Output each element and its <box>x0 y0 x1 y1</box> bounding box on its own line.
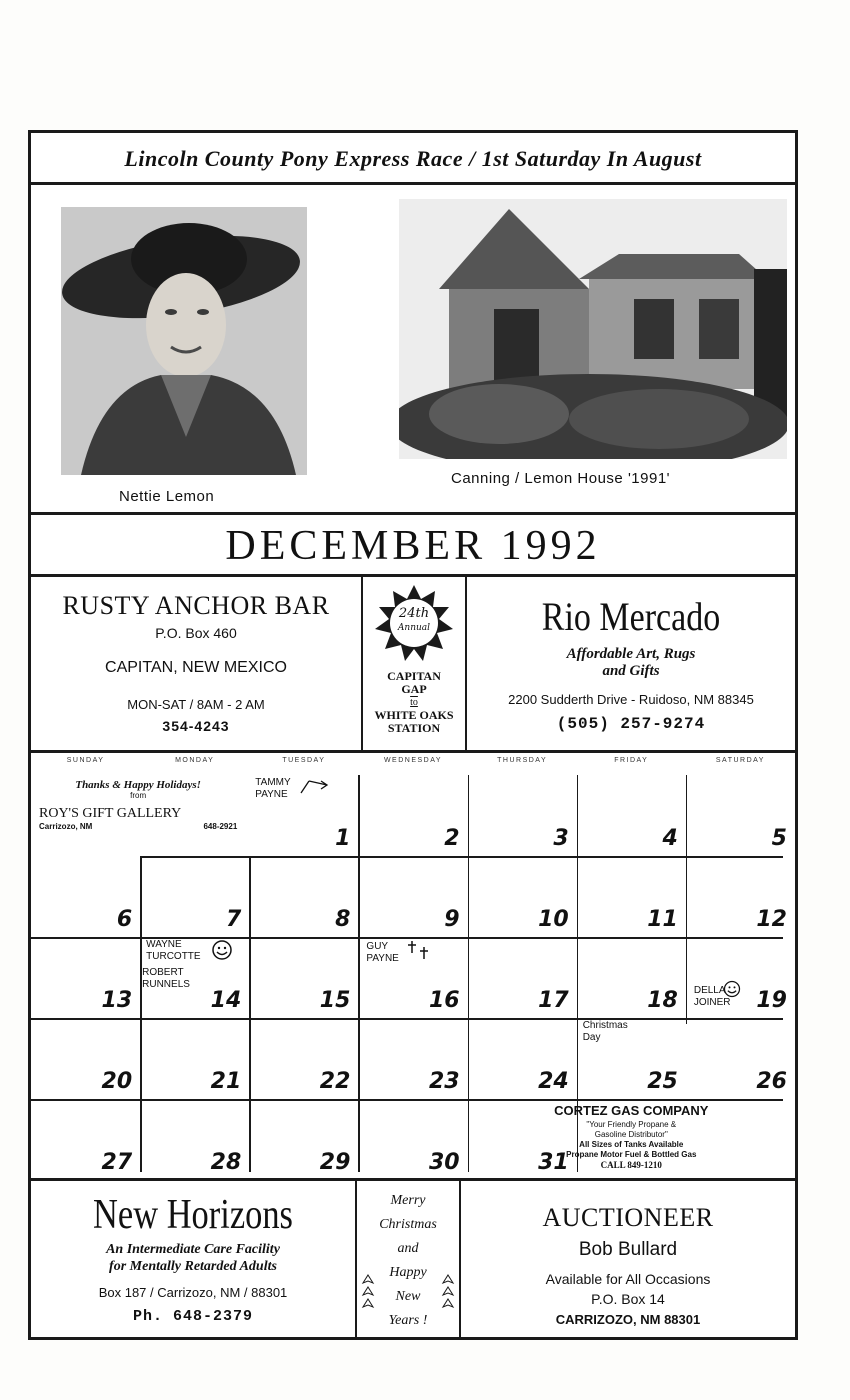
nh-tagline2: for Mentally Retarded Adults <box>109 1259 277 1274</box>
house-caption: Canning / Lemon House '1991' <box>451 470 671 487</box>
cortez-line1: "Your Friendly Propane & <box>586 1120 677 1129</box>
cortez-line2: Gasoline Distributor" <box>594 1130 668 1139</box>
day-number: 26 <box>756 1069 787 1094</box>
day-divider <box>249 856 251 1172</box>
cross-icon <box>406 939 432 961</box>
day-number: 9 <box>444 907 460 932</box>
day-number: 17 <box>538 988 569 1013</box>
capitan-line2: GAP <box>401 682 427 696</box>
day-number: 22 <box>319 1069 351 1094</box>
rusty-city: CAPITAN, NEW MEXICO <box>105 659 287 676</box>
day-number: 11 <box>647 907 678 932</box>
merry-l2: Christmas <box>379 1217 437 1232</box>
calendar-grid <box>31 753 795 1181</box>
badge-line1: 24th <box>398 606 430 621</box>
day-number: 19 <box>756 988 787 1013</box>
capitan-line1: CAPITAN <box>387 669 441 683</box>
day-divider <box>686 775 688 1024</box>
day-number: 24 <box>538 1069 569 1094</box>
day-divider <box>140 856 142 1172</box>
portrait-illustration <box>61 207 307 475</box>
day-number: 5 <box>771 826 787 851</box>
auct-name: Bob Bullard <box>578 1239 678 1260</box>
rio-name: Rio Mercado <box>541 594 721 639</box>
roys-gift-ad <box>39 779 237 831</box>
house-photo <box>399 199 787 459</box>
roys-line2: from <box>130 791 147 800</box>
nh-name: New Horizons <box>93 1192 293 1238</box>
month-title-bar <box>31 515 795 577</box>
capitan-gap-ad <box>363 577 467 750</box>
header-title: Lincoln County Pony Express Race / 1st Saturday In August <box>124 146 702 171</box>
day-number: 1 <box>335 826 351 851</box>
roys-name: ROY'S GIFT GALLERY <box>39 806 182 821</box>
note-christmas-day: Christmas Day <box>582 1020 628 1043</box>
rusty-anchor-ad <box>31 577 363 750</box>
day-header: WEDNESDAY <box>383 757 443 764</box>
rusty-box: P.O. Box 460 <box>155 625 237 641</box>
note-tammy-payne: TAMMY PAYNE <box>255 777 291 800</box>
roys-line1: Thanks & Happy Holidays! <box>75 779 201 791</box>
day-number: 28 <box>210 1150 242 1175</box>
note-della-joiner: DELLA JOINER <box>693 985 731 1008</box>
bottom-ads-row <box>31 1181 795 1337</box>
week-divider <box>31 1018 783 1020</box>
rio-mercado-ad <box>467 577 795 750</box>
photos-section <box>31 185 795 515</box>
day-number: 7 <box>225 907 242 932</box>
day-header: SATURDAY <box>715 757 765 764</box>
nh-tagline1: An Intermediate Care Facility <box>106 1242 280 1257</box>
rio-address: 2200 Sudderth Drive - Ruidoso, NM 88345 <box>508 692 754 707</box>
merry-l3: and <box>397 1241 419 1256</box>
day-number: 18 <box>647 988 678 1013</box>
capitan-line3: to <box>410 697 418 708</box>
day-number: 4 <box>662 826 678 851</box>
day-number: 2 <box>444 826 460 851</box>
day-number: 13 <box>101 988 133 1013</box>
merry-l1: Merry <box>390 1193 426 1208</box>
roys-phone: 648-2921 <box>203 822 238 831</box>
month-title: DECEMBER 1992 <box>225 523 601 569</box>
day-number: 8 <box>335 907 351 932</box>
day-number: 16 <box>428 988 460 1013</box>
auct-title: AUCTIONEER <box>542 1203 714 1232</box>
rio-tagline1: Affordable Art, Rugs <box>566 646 696 662</box>
holly-icon <box>441 1273 455 1313</box>
cortez-name: CORTEZ GAS COMPANY <box>554 1103 709 1118</box>
auct-line2: P.O. Box 14 <box>591 1291 665 1307</box>
day-number: 21 <box>210 1069 242 1094</box>
day-number: 23 <box>428 1069 460 1094</box>
day-number: 3 <box>553 826 569 851</box>
arrow-icon <box>299 777 331 797</box>
auctioneer-ad <box>461 1181 795 1337</box>
auct-line1: Available for All Occasions <box>545 1271 711 1287</box>
calendar-page <box>28 130 798 1340</box>
day-header: THURSDAY <box>497 757 548 764</box>
header-banner <box>31 133 795 185</box>
day-number: 25 <box>647 1069 678 1094</box>
capitan-line4: WHITE OAKS <box>374 708 454 722</box>
capitan-line5: STATION <box>387 721 441 735</box>
cortez-line4: Propane Motor Fuel & Bottled Gas <box>566 1150 697 1159</box>
day-number: 31 <box>538 1150 569 1175</box>
roys-city: Carrizozo, NM <box>39 822 93 831</box>
smiley-icon <box>210 939 234 961</box>
day-number: 15 <box>319 988 351 1013</box>
day-number: 29 <box>319 1150 351 1175</box>
day-number: 30 <box>428 1150 460 1175</box>
portrait-caption: Nettie Lemon <box>119 488 215 505</box>
cortez-line3: All Sizes of Tanks Available <box>579 1140 684 1149</box>
day-number: 27 <box>101 1150 133 1175</box>
note-robert-runnels: ROBERT RUNNELS <box>142 967 190 990</box>
day-number: 14 <box>210 988 242 1013</box>
day-number: 12 <box>756 907 787 932</box>
cortez-line5: CALL 849-1210 <box>600 1160 662 1170</box>
note-wayne-turcotte: WAYNE TURCOTTE <box>146 939 201 962</box>
day-header: FRIDAY <box>614 757 649 764</box>
house-illustration <box>399 199 787 459</box>
rio-phone: (505) 257-9274 <box>556 715 706 733</box>
day-number: 6 <box>116 907 133 932</box>
day-header: TUESDAY <box>282 757 326 764</box>
cortez-gas-ad <box>478 1103 785 1170</box>
note-guy-payne: GUY PAYNE <box>366 941 399 964</box>
merry-christmas-ad <box>357 1181 461 1337</box>
merry-l6: Years ! <box>388 1313 428 1328</box>
rusty-hours: MON-SAT / 8AM - 2 AM <box>127 697 265 712</box>
merry-l4: Happy <box>389 1265 427 1280</box>
nh-phone: Ph. 648-2379 <box>132 1308 254 1325</box>
nh-address: Box 187 / Carrizozo, NM / 88301 <box>98 1285 288 1300</box>
badge-line2: Annual <box>397 623 431 633</box>
rio-tagline2: and Gifts <box>602 663 660 679</box>
portrait-photo <box>61 207 307 475</box>
rusty-name: RUSTY ANCHOR BAR <box>62 591 330 620</box>
rusty-phone: 354-4243 <box>162 718 230 734</box>
merry-l5: New <box>395 1289 421 1304</box>
day-header: SUNDAY <box>66 757 105 764</box>
day-header: MONDAY <box>175 757 215 764</box>
new-horizons-ad <box>31 1181 357 1337</box>
holly-icon <box>361 1273 375 1313</box>
smiley-icon <box>722 979 742 999</box>
auct-line3: CARRIZOZO, NM 88301 <box>555 1312 701 1327</box>
week-divider <box>31 1099 783 1101</box>
top-ads-row <box>31 577 795 753</box>
day-number: 20 <box>101 1069 133 1094</box>
day-number: 10 <box>538 907 569 932</box>
